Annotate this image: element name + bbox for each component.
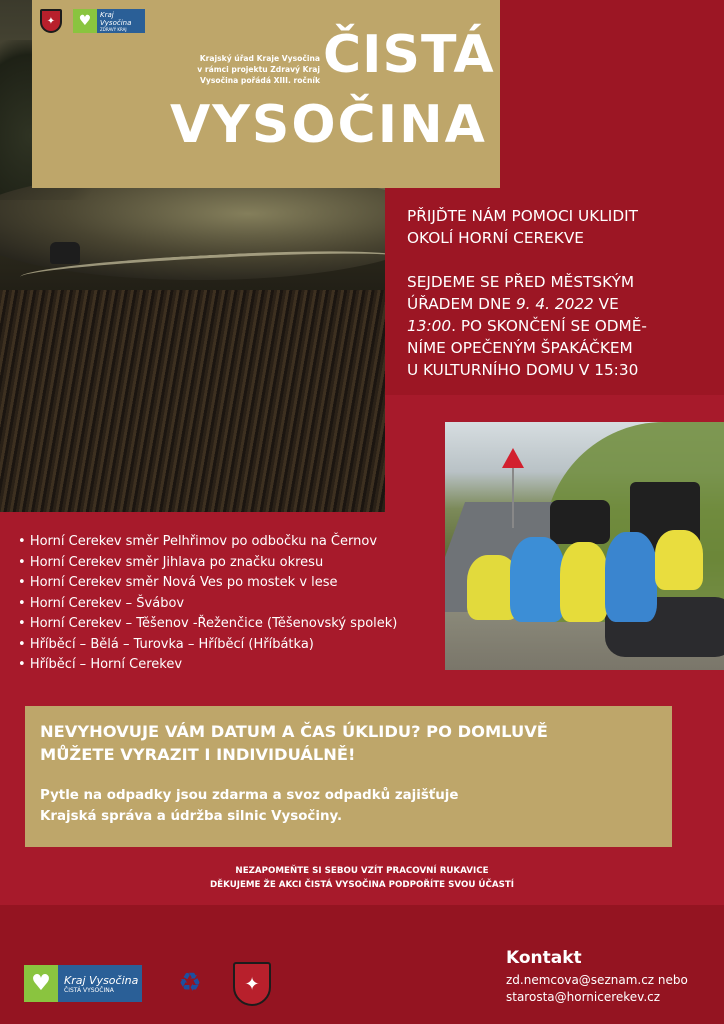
- kv-logo-sub: ZDRAVÝ KRAJ: [100, 26, 127, 32]
- organizer-line: v rámci projektu Zdravý Kraj: [197, 65, 320, 74]
- reminder-line: NEZAPOMEŇTE SI SEBOU VZÍT PRACOVNÍ RUKAVICE: [235, 866, 489, 876]
- notice-box: [25, 706, 672, 847]
- trash-bag: [655, 530, 703, 590]
- route-item: • Hříběcí – Horní Cerekev: [18, 655, 397, 676]
- title-line-2: VYSOČINA: [170, 95, 487, 155]
- footer-kraj-vysocina-logo: [24, 965, 142, 1002]
- town-coat-of-arms-icon: ✦: [233, 962, 271, 1006]
- route-item: • Hříběcí – Bělá – Turovka – Hříběcí (Hříbátka): [18, 635, 397, 656]
- kv-logo-text: [97, 9, 145, 33]
- notice-body-line: Pytle na odpadky jsou zdarma a svoz odpadků zajišťuje: [40, 788, 459, 803]
- recycling-people-icon: ♻: [178, 968, 202, 998]
- meet-text: NÍME OPEČENÝM ŠPAKÁČKEM: [407, 339, 633, 357]
- route-item: • Horní Cerekev směr Jihlava po značku okresu: [18, 553, 397, 574]
- routes-list: [18, 532, 397, 676]
- route-item: • Horní Cerekev – Těšenov -Řeženčice (Těšenovský spolek): [18, 614, 397, 635]
- notice-heading: [40, 720, 657, 766]
- sign-post: [512, 468, 514, 528]
- trash-bags-photo: [445, 422, 724, 670]
- meet-text: VE: [593, 295, 619, 313]
- route-item: • Horní Cerekev směr Nová Ves po mostek v lese: [18, 573, 397, 594]
- trash-bag: [605, 532, 657, 622]
- contact-email[interactable]: zd.nemcova@seznam.cz nebo: [506, 973, 688, 987]
- notice-heading-line: NEVYHOVUJE VÁM DATUM A ČAS ÚKLIDU? PO DOMLUVĚ: [40, 722, 548, 741]
- footer-kv-text: [58, 965, 142, 1002]
- notice-heading-line: MŮŽETE VYRAZIT I INDIVIDUÁLNĚ!: [40, 745, 356, 764]
- organizer-line: Krajský úřad Kraje Vysočina: [199, 54, 320, 63]
- meet-text: ÚŘADEM DNE: [407, 295, 516, 313]
- contact-email[interactable]: starosta@hornicerekev.cz: [506, 990, 661, 1004]
- event-time: 13:00: [407, 317, 452, 335]
- town-coat-of-arms-icon: ✦: [40, 9, 62, 33]
- meet-text: . PO SKONČENÍ SE ODMĚ-: [451, 317, 647, 335]
- notice-body: [40, 785, 657, 827]
- invitation-text: [407, 205, 707, 403]
- field: [0, 290, 385, 512]
- warning-sign-icon: [502, 448, 524, 468]
- heart-icon: ♥: [73, 9, 97, 33]
- heart-icon: ♥: [24, 965, 58, 1002]
- contact-title: Kontakt: [506, 948, 582, 968]
- tires: [550, 500, 610, 544]
- trash-bag: [560, 542, 608, 622]
- footer-kv-main: Kraj Vysočina: [64, 973, 139, 987]
- car: [50, 242, 80, 264]
- notice-body-line: Krajská správa a údržba silnic Vysočiny.: [40, 809, 343, 824]
- meet-text: U KULTURNÍHO DOMU V 15:30: [407, 361, 639, 379]
- title-line-1: ČISTÁ: [323, 25, 495, 85]
- invite-line: PŘIJĎTE NÁM POMOCI UKLIDIT: [407, 207, 638, 225]
- route-item: • Horní Cerekev – Švábov: [18, 594, 397, 615]
- organizer-line: Vysočina pořádá XIII. ročník: [200, 76, 320, 85]
- organizer-text: [170, 53, 320, 86]
- kraj-vysocina-logo: [73, 9, 145, 33]
- route-item: • Horní Cerekev směr Pelhřimov po odbočku na Černov: [18, 532, 397, 553]
- event-date: 9. 4. 2022: [515, 295, 594, 313]
- kv-logo-main: Kraj Vysočina: [100, 10, 132, 27]
- reminder-text: [0, 864, 724, 892]
- reminder-line: DĚKUJEME ŽE AKCI ČISTÁ VYSOČINA PODPOŘÍTE SVOU ÚČASTÍ: [209, 880, 515, 890]
- meet-text: SEJDEME SE PŘED MĚSTSKÝM: [407, 273, 635, 291]
- footer-kv-sub: ČISTÁ VYSOČINA: [64, 986, 114, 994]
- trash-bag: [510, 537, 565, 622]
- invite-line: OKOLÍ HORNÍ CEREKVE: [407, 229, 584, 247]
